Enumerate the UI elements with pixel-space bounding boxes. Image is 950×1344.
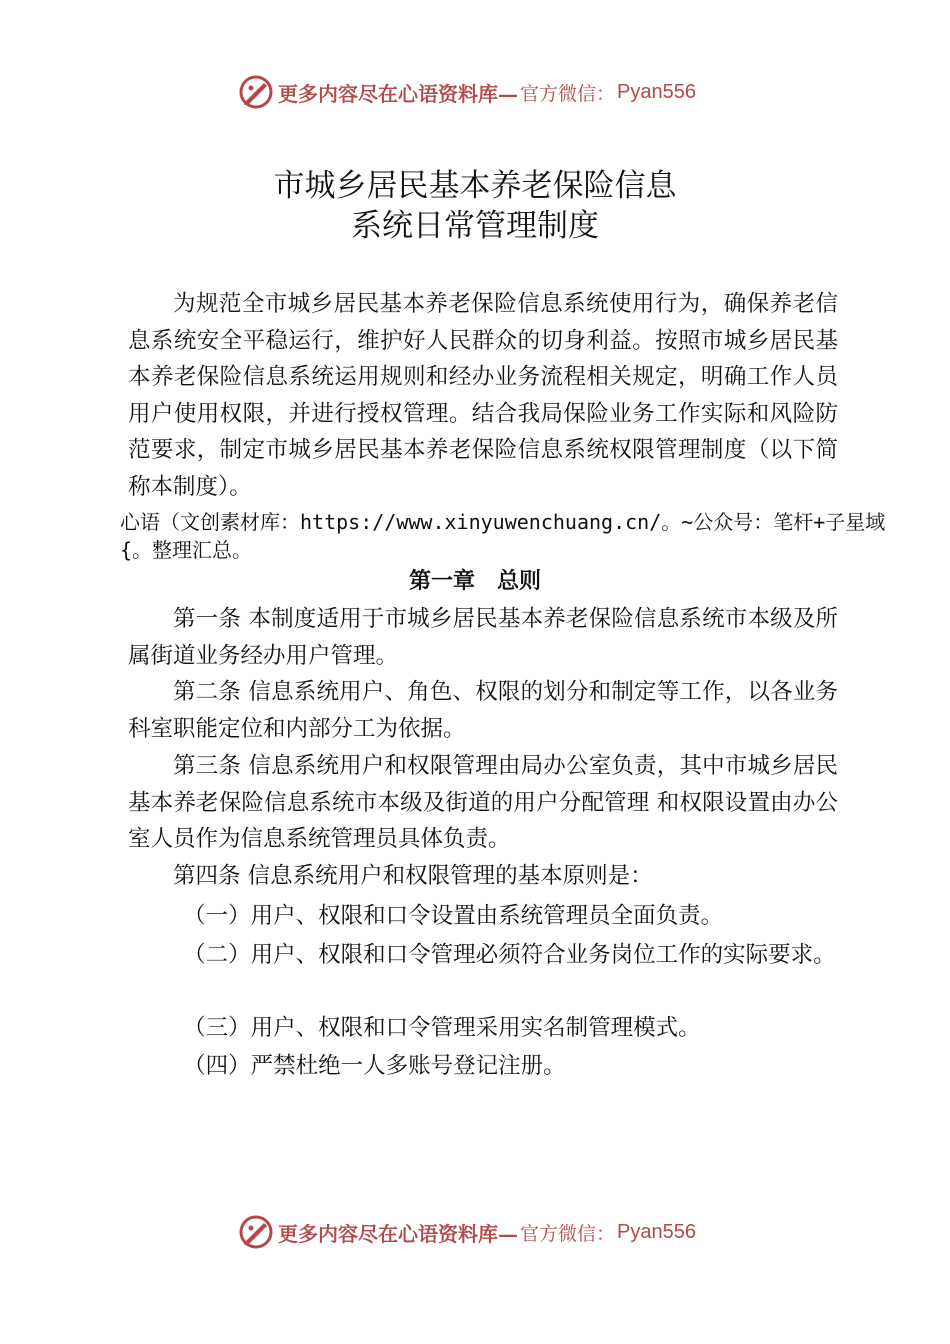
footer-banner (238, 1212, 758, 1252)
document-title-line2: 系统日常管理制度 (351, 208, 599, 244)
header-banner (238, 72, 758, 112)
source-note: 心语（文创素材库：https://www.xinyuwenchuang.cn/。~公众号：笔杆+子星域{。整理汇总。 (120, 510, 886, 562)
article-4: 第四条 信息系统用户和权限管理的基本原则是： (173, 863, 653, 889)
article-2: 第二条 信息系统用户、角色、权限的划分和制定等工作，以各业务科室职能定位和内部分工为依据。 (128, 679, 838, 742)
wechat-id: Pyan556 (617, 1220, 696, 1243)
principle-4: （四）严禁杜绝一人多账号登记注册。 (183, 1053, 566, 1079)
library-text: 更多内容尽在心语资料库— (278, 81, 518, 106)
principle-3: （三）用户、权限和口令管理采用实名制管理模式。 (183, 1015, 701, 1041)
wechat-label: 官方微信： (520, 1222, 616, 1245)
wechat-label: 官方微信： (520, 82, 616, 105)
document-title-line1: 市城乡居民基本养老保险信息 (273, 168, 677, 204)
chapter-heading: 第一章 总则 (408, 569, 541, 594)
principle-1: （一）用户、权限和口令设置由系统管理员全面负责。 (183, 903, 724, 929)
pen-logo-icon (238, 1214, 274, 1250)
wechat-id: Pyan556 (617, 80, 696, 103)
library-text: 更多内容尽在心语资料库— (278, 1221, 518, 1246)
pen-logo-icon (238, 74, 274, 110)
article-3: 第三条 信息系统用户和权限管理由局办公室负责，其中市城乡居民基本养老保险信息系统市本级及街道的用户分配管理 和权限设置由办公室人员作为信息系统管理员具体负责。 (128, 753, 838, 852)
intro-paragraph: 为规范全市城乡居民基本养老保险信息系统使用行为，确保养老信息系统安全平稳运行，维护好人民群众的切身利益。按照市城乡居民基本养老保险信息系统运用规则和经办业务流程相关规定，明确工作人员用户使用权限，并进行授权管理。结合我局保险业务工作实际和风险防范要求，制定市城乡居民基本养老保险信息系统权限管理制度（以下简称本制度）。 (128, 291, 838, 500)
article-1: 第一条 本制度适用于市城乡居民基本养老保险信息系统市本级及所属街道业务经办用户管理。 (128, 606, 838, 669)
principle-2: （二）用户、权限和口令管理必须符合业务岗位工作的实际要求。 (183, 942, 836, 968)
